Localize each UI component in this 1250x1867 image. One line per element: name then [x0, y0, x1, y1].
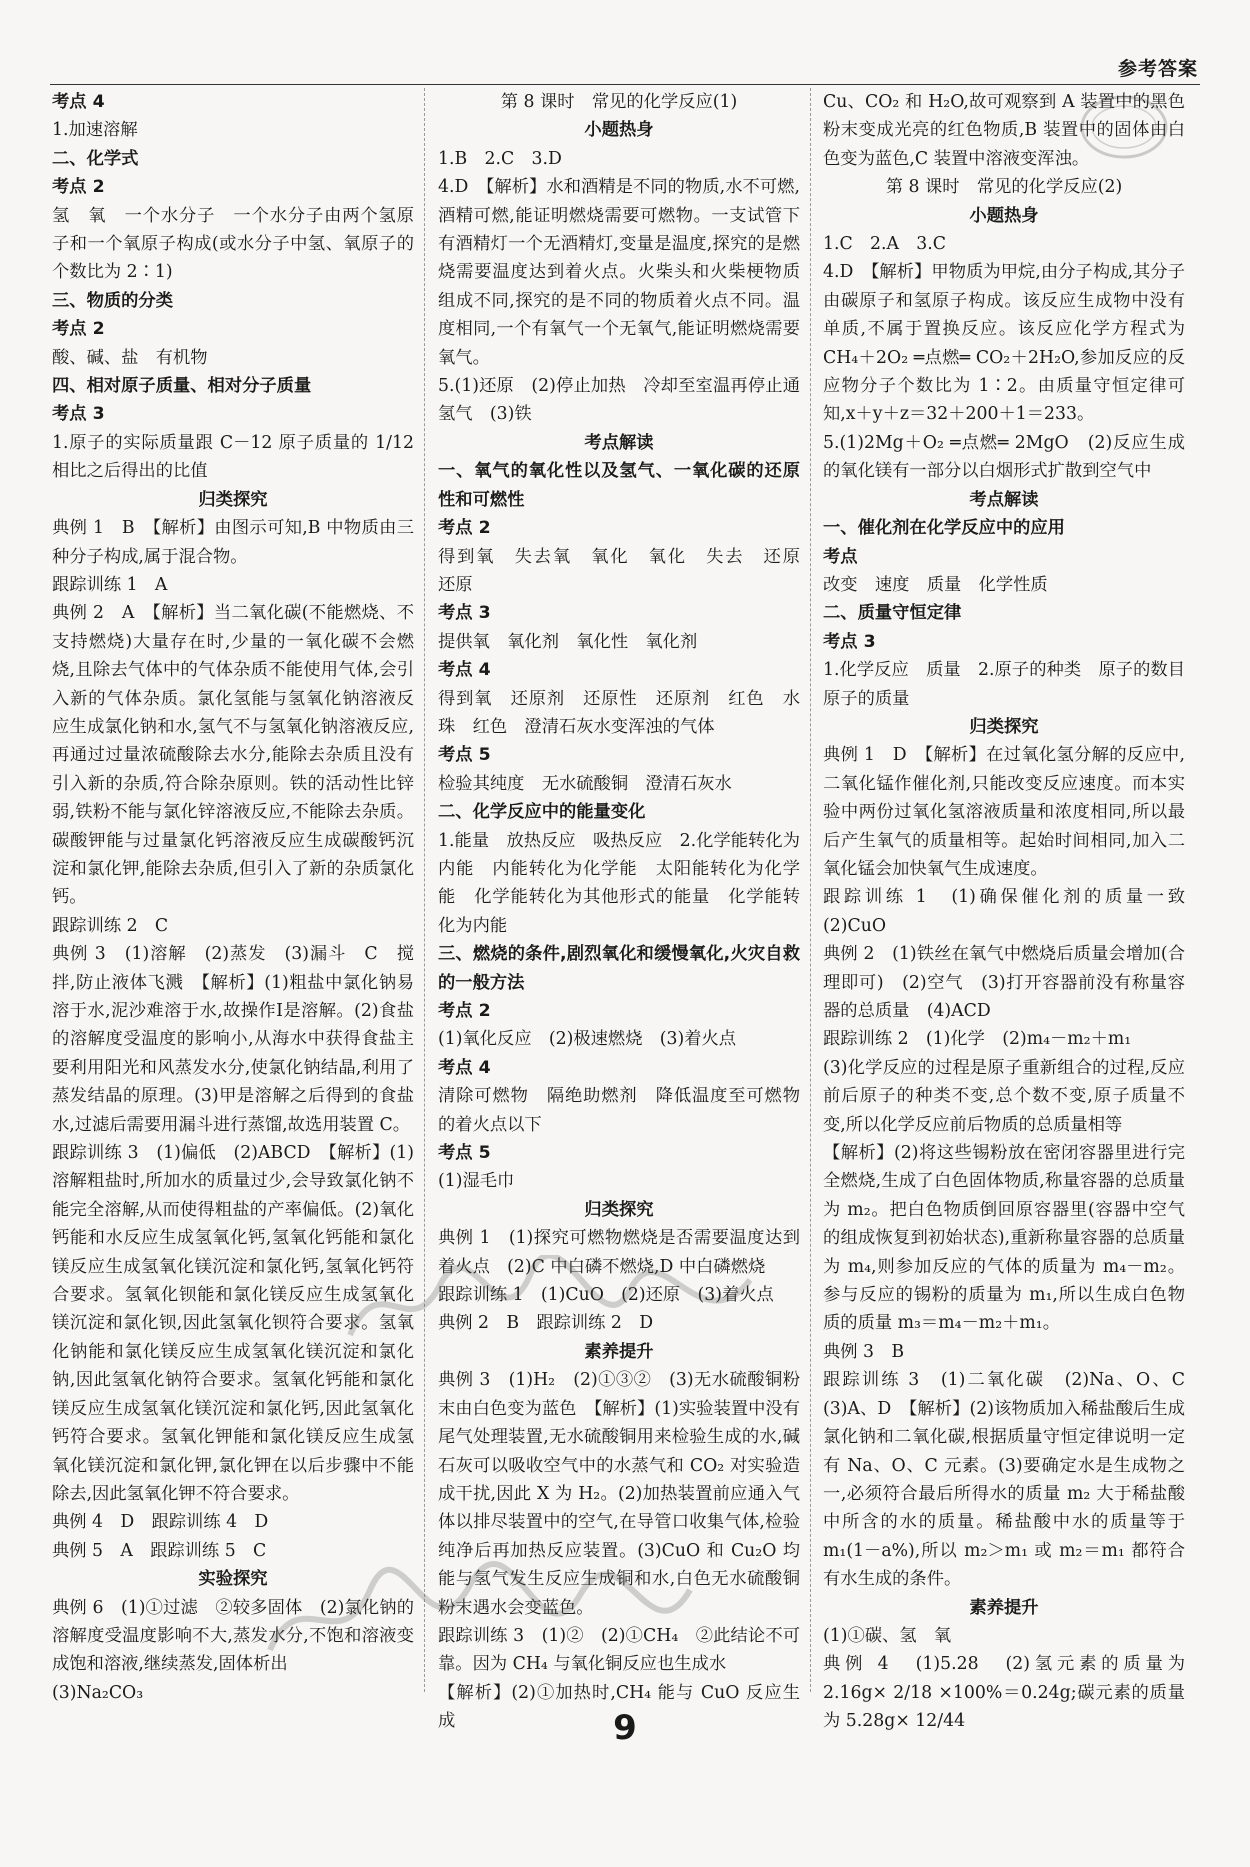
answer-paragraph: 提供氧 氧化剂 氧化性 氧化剂: [438, 631, 698, 652]
column-1: [52, 88, 414, 1707]
section-heading: 考点 3: [52, 404, 105, 425]
answer-paragraph: 典例 1 B 【解析】由图示可知,B 中物质由三种分子构成,属于混合物。: [52, 518, 414, 567]
section-heading: 二、化学反应中的能量变化: [438, 802, 646, 823]
handwriting-watermark-icon: [340, 1255, 760, 1365]
answer-paragraph: 典例 2 (1)铁丝在氧气中燃烧后质量会增加(合理即可) (2)空气 (3)打开容器前没有称量容器的总质量 (4)ACD: [823, 944, 1185, 1021]
section-heading: 考点解读: [584, 432, 654, 453]
answer-paragraph: 跟踪训练 2 (1)化学 (2)m₄－m₂＋m₁: [823, 1029, 1132, 1050]
answer-paragraph: 典例 5 A 跟踪训练 5 C: [52, 1540, 267, 1561]
section-heading: 三、物质的分类: [52, 290, 173, 311]
answer-paragraph: (1)①碳、氢 氧: [823, 1625, 952, 1646]
answer-paragraph: 1.化学反应 质量 2.原子的种类 原子的数目 原子的质量: [823, 660, 1203, 709]
section-heading: 考点 4: [438, 660, 491, 681]
answer-paragraph: 典例 1 D 【解析】在过氧化氢分解的反应中,二氧化锰作催化剂,只能改变反应速度。而本实验中两份过氧化氢溶液质量和浓度相同,所以最后产生氧气的质量相等。起始时间相同,加入二氧化锰会加快氧气生成速度。: [823, 745, 1185, 879]
section-heading: 一、氧气的氧化性以及氢气、一氧化碳的还原性和可燃性: [438, 461, 800, 510]
column-divider: [424, 88, 425, 1692]
section-heading: 考点 2: [438, 1001, 491, 1021]
answer-paragraph: 典例 2 A 【解析】当二氧化碳(不能燃烧、不支持燃烧)大量存在时,少量的一氧化碳不会燃烧,且除去气体中的气体杂质不能使用气体,会引入新的气体杂质。氯化氢能与氢氧化钠溶液反应生成氯化钠和水,氢气不与氢氧化钠溶液反应,再通过过量浓硫酸除去水分,能除去杂质且没有引入新的杂质,符合除杂原则。铁的活动性比锌弱,铁粉不能与氯化锌溶液反应,不能除去杂质。碳酸钾能与过量氯化钙溶液反应生成碳酸钙沉淀和氯化钾,能除去杂质,但引入了新的杂质氯化钙。: [52, 603, 414, 908]
column-3: [823, 88, 1203, 1736]
section-heading: 一、催化剂在化学反应中的应用: [823, 518, 1065, 539]
answer-paragraph: 1.C 2.A 3.C: [823, 234, 946, 255]
answer-paragraph: 典例 3 (1)溶解 (2)蒸发 (3)漏斗 C 搅拌,防止液体飞溅 【解析】(1)粗盐中氯化钠易溶于水,泥沙难溶于水,故操作Ⅰ是溶解。(2)食盐的溶解度受温度的影响小,从海水中获得食盐主要利用阳光和风蒸发水分,使氯化钠结晶,利用了蒸发结晶的原理。(3)甲是溶解之后得到的食盐水,过滤后需要用漏斗进行蒸馏,故选用装置 C。: [52, 944, 414, 1135]
answer-paragraph: 跟踪训练 3 (1)二氧化碳 (2)Na、O、C (3)A、D 【解析】(2)该物质加入稀盐酸后生成氯化钠和二氧化碳,根据质量守恒定律说明一定有 Na、O、C 元素。(3)要确定水是生成物之一,必须符合最后所得水的质量 m₂ 大于稀盐酸中所含的水的质量。稀盐酸中水的质量等于 m₁(1－a%),所以 m₂＞m₁ 或 m₂＝m₁ 都符合有水生成的条件。: [823, 1370, 1203, 1590]
answer-paragraph: 4.D 【解析】甲物质为甲烷,由分子构成,其分子由碳原子和氢原子构成。该反应生成物中没有单质,不属于置换反应。该反应化学方程式为 CH₄＋2O₂ ═点燃═ CO₂＋2H₂O,参加反应的反应物分子个数比为 1∶2。由质量守恒定律可知,x＋y＋z＝32＋200＋1＝233。: [823, 262, 1185, 425]
section-heading: 考点 5: [438, 1143, 491, 1164]
answer-paragraph: 跟踪训练 3 (1)② (2)①CH₄ ②此结论不可靠。因为 CH₄ 与氧化铜反应也生成水: [438, 1625, 800, 1675]
answer-paragraph: 跟踪训练 1 A: [52, 574, 168, 595]
section-heading: 考点 4: [438, 1057, 491, 1078]
header-rule: [50, 84, 1200, 85]
answer-paragraph: 1.加速溶解: [52, 120, 138, 141]
answer-paragraph: 氢 氧 一个水分子 一个水分子由两个氢原子和一个氧原子构成(或水分子中氢、氧原子的个数比为 2∶1): [52, 205, 414, 283]
answer-paragraph: (3)Na₂CO₃: [52, 1682, 144, 1703]
section-heading: 小题热身: [584, 120, 654, 141]
answer-paragraph: 第 8 课时 常见的化学反应(2): [885, 177, 1123, 198]
answer-paragraph: 得到氧 失去氧 氧化 氧化 失去 还原 还原: [438, 546, 818, 595]
answer-paragraph: 跟踪训练 2 C: [52, 915, 169, 936]
section-heading: 三、燃烧的条件,剧烈氧化和缓慢氧化,火灾自救的一般方法: [438, 944, 800, 993]
answer-paragraph: (1)湿毛巾: [438, 1171, 515, 1192]
section-heading: 四、相对原子质量、相对分子质量: [52, 376, 312, 397]
answer-paragraph: 跟踪训练 3 (1)偏低 (2)ABCD 【解析】(1)溶解粗盐时,所加水的质量过少,会导致氯化钠不能完全溶解,从而使得粗盐的产率偏低。(2)氧化钙能和水反应生成氢氧化钙,氢氧化钙能和氯化镁反应生成氢氧化镁沉淀和氯化钙,氢氧化钙符合要求。氢氧化钡能和氯化镁反应生成氢氧化镁沉淀和氯化钡,因此氢氧化钡符合要求。氢氧化钠能和氯化镁反应生成氢氧化镁沉淀和氯化钠,因此氢氧化钠符合要求。氢氧化钙能和氯化镁反应生成氢氧化镁沉淀和氯化钙,因此氢氧化钙符合要求。氢氧化钾能和氯化镁反应生成氢氧化镁沉淀和氯化钾,氯化钾在以后步骤中不能除去,因此氢氧化钾不符合要求。: [52, 1143, 414, 1504]
answer-paragraph: 第 8 课时 常见的化学反应(1): [500, 92, 738, 112]
section-heading: 二、化学式: [52, 148, 139, 169]
section-heading: 考点: [823, 546, 858, 567]
answer-paragraph: 跟踪训练 1 (1)确保催化剂的质量一致 (2)CuO: [823, 887, 1203, 936]
answer-paragraph: (1)氧化反应 (2)极速燃烧 (3)着火点: [438, 1029, 737, 1050]
answer-paragraph: 得到氧 还原剂 还原性 还原剂 红色 水珠 红色 澄清石灰水变浑浊的气体: [438, 688, 800, 737]
answer-paragraph: Cu、CO₂ 和 H₂O,故可观察到 A 装置中的黑色粉末变成光亮的红色物质,B 装置中的固体由白色变为蓝色,C 装置中溶液变浑浊。: [823, 92, 1185, 169]
section-heading: 归类探究: [198, 489, 268, 510]
answer-paragraph: 1.原子的实际质量跟 C－12 原子质量的 1/12 相比之后得出的比值: [52, 432, 414, 482]
answer-paragraph: 典例 4 (1)5.28 (2)氢元素的质量为 2.16g× 2/18 ×100%＝0.24g;碳元素的质量为 5.28g× 12/44: [823, 1654, 1185, 1732]
section-heading: 考点 4: [52, 92, 105, 112]
answer-paragraph: 4.D 【解析】水和酒精是不同的物质,水不可燃,酒精可燃,能证明燃烧需要可燃物。一支试管下有酒精灯一个无酒精灯,变量是温度,探究的是燃烧需要温度达到着火点。火柴头和火柴梗物质组成不同,探究的是不同的物质着火点不同。温度相同,一个有氧气一个无氧气,能证明燃烧需要氧气。: [438, 177, 800, 368]
answer-paragraph: 典例 3 (1)H₂ (2)①③② (3)无水硫酸铜粉末由白色变为蓝色 【解析】(1)实验装置中没有尾气处理装置,无水硫酸铜用来检验生成的水,碱石灰可以吸收空气中的水蒸气和 CO₂ 对实验造成干扰,因此 X 为 H₂。(2)加热装置前应通入气体以排尽装置中的空气,在导管口收集气体,检验纯净后再加热反应装置。(3)CuO 和 Cu₂O 均能与氢气发生反应生成铜和水,白色无水硫酸铜粉末遇水会变蓝色。: [438, 1370, 800, 1618]
answer-paragraph: (3)化学反应的过程是原子重新组合的过程,反应前后原子的种类不变,总个数不变,原子质量不变,所以化学反应前后物质的总质量相等: [823, 1057, 1185, 1135]
section-heading: 素养提升: [584, 1341, 654, 1362]
answer-paragraph: 改变 速度 质量 化学性质: [823, 574, 1048, 595]
answer-paragraph: 【解析】(2)将这些锡粉放在密闭容器里进行完全燃烧,生成了白色固体物质,称量容器的总质量为 m₂。把白色物质倒回原容器里(容器中空气的组成恢复到初始状态),重新称量容器的总质量为 m₄,则参加反应的气体的质量为 m₄－m₂。参与反应的锡粉的质量为 m₁,所以生成白色物质的质量 m₃＝m₄－m₂＋m₁。: [823, 1143, 1185, 1334]
page-header-title: 参考答案: [1117, 58, 1198, 80]
section-heading: 考点解读: [969, 489, 1039, 510]
section-heading: 考点 5: [438, 745, 491, 766]
answer-paragraph: 典例 2 B 跟踪训练 2 D: [438, 1313, 654, 1334]
answer-paragraph: 1.B 2.C 3.D: [438, 148, 562, 169]
answer-paragraph: 【解析】(2)①加热时,CH₄ 能与 CuO 反应生成: [438, 1682, 800, 1732]
section-heading: 归类探究: [969, 716, 1039, 737]
page-number: 9: [613, 1708, 637, 1748]
answer-paragraph: 典例 6 (1)①过滤 ②较多固体 (2)氯化钠的溶解度受温度影响不大,蒸发水分,不饱和溶液变成饱和溶液,继续蒸发,固体析出: [52, 1597, 414, 1675]
column-2: [438, 88, 818, 1736]
section-heading: 考点 2: [52, 177, 105, 198]
answer-paragraph: 酸、碱、盐 有机物: [52, 347, 208, 368]
section-heading: 考点 3: [823, 631, 876, 652]
section-heading: 素养提升: [969, 1597, 1039, 1618]
answer-paragraph: 5.(1)还原 (2)停止加热 冷却至室温再停止通氢气 (3)铁: [438, 376, 800, 425]
section-heading: 考点 2: [438, 518, 491, 539]
section-heading: 实验探究: [198, 1569, 268, 1590]
answer-paragraph: 5.(1)2Mg＋O₂ ═点燃═ 2MgO (2)反应生成的氧化镁有一部分以白烟形式扩散到空气中: [823, 432, 1185, 482]
answer-paragraph: 典例 3 B: [823, 1341, 905, 1362]
answer-paragraph: 典例 4 D 跟踪训练 4 D: [52, 1512, 269, 1533]
answer-paragraph: 典例 1 (1)探究可燃物燃烧是否需要温度达到着火点 (2)C 中白磷不燃烧,D 中白磷燃烧: [438, 1228, 800, 1277]
answer-paragraph: 清除可燃物 隔绝助燃剂 降低温度至可燃物的着火点以下: [438, 1086, 800, 1135]
column-divider: [810, 88, 811, 1692]
section-heading: 考点 3: [438, 603, 491, 624]
handwriting-watermark-icon: [260, 1560, 700, 1680]
section-heading: 二、质量守恒定律: [823, 603, 962, 624]
section-heading: 考点 2: [52, 319, 105, 340]
answer-paragraph: 1.能量 放热反应 吸热反应 2.化学能转化为内能 内能转化为化学能 太阳能转化为化学能 化学能转化为其他形式的能量 化学能转化为内能: [438, 830, 800, 936]
section-heading: 小题热身: [969, 205, 1039, 226]
answer-paragraph: 跟踪训练 1 (1)CuO (2)还原 (3)着火点: [438, 1285, 774, 1306]
answer-paragraph: 检验其纯度 无水硫酸铜 澄清石灰水: [438, 773, 732, 794]
section-heading: 归类探究: [584, 1199, 654, 1220]
